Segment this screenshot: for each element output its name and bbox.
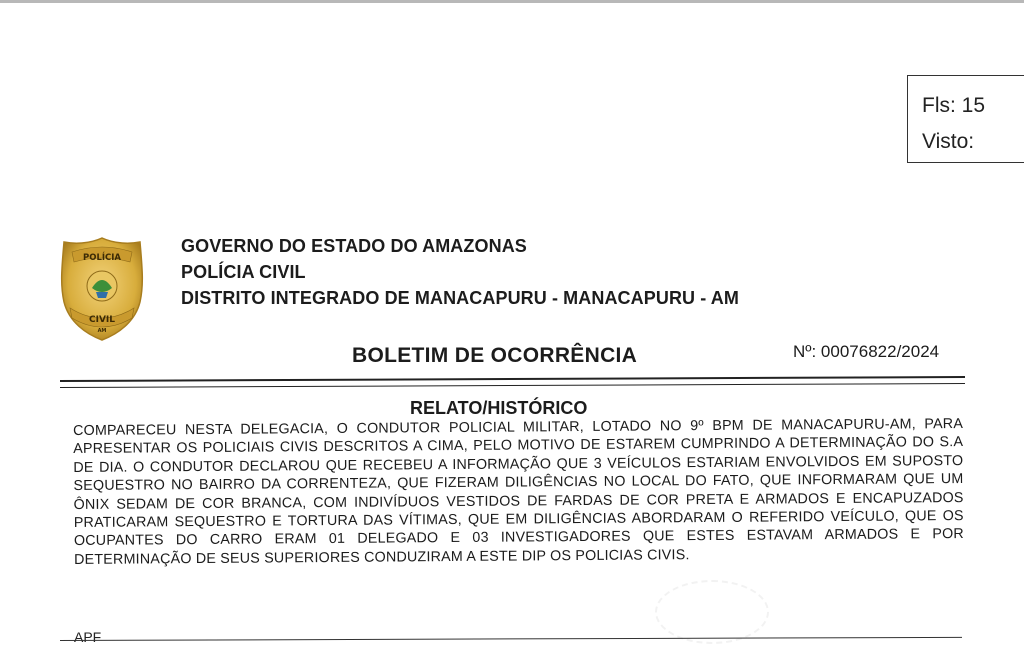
faint-stamp-mark bbox=[655, 580, 769, 644]
title-divider-secondary bbox=[60, 383, 965, 388]
occurrence-number: Nº: 00076822/2024 bbox=[793, 342, 940, 361]
footer-divider bbox=[60, 637, 962, 641]
footer-label: APF bbox=[74, 629, 102, 645]
section-title: RELATO/HISTÓRICO bbox=[410, 398, 588, 418]
letterhead-agency: POLÍCIA CIVIL bbox=[181, 262, 306, 282]
letterhead bbox=[181, 233, 739, 311]
title-divider bbox=[60, 376, 965, 382]
letterhead-district: DISTRITO INTEGRADO DE MANACAPURU - MANACAPURU - AM bbox=[181, 288, 739, 308]
badge-bottom-text: CIVIL bbox=[88, 315, 116, 325]
visto-label: Visto: bbox=[922, 130, 975, 153]
letterhead-government: GOVERNO DO ESTADO DO AMAZONAS bbox=[181, 236, 527, 256]
policia-civil-badge-icon bbox=[60, 236, 144, 342]
document-title: BOLETIM DE OCORRÊNCIA bbox=[352, 344, 638, 367]
page-stamp-box bbox=[907, 75, 1024, 163]
scan-top-edge bbox=[0, 0, 1024, 3]
report-body: COMPARECEU NESTA DELEGACIA, O CONDUTOR POLICIAL MILITAR, LOTADO NO 9º BPM DE MANACAPURU-AM, PARA APRESENTAR OS POLICIAIS CIVIS DESCRITOS A CIMA, PELO MOTIVO DE ESTAREM CUMPRINDO A DETERMINAÇÃO DO S.A DE DIA. O CONDUTOR DECLAROU QUE RECEBEU A INFORMAÇÃO QUE 3 VEÍCULOS ESTARIAM ENVOLVIDOS EM SUPOSTO SEQUESTRO NO BAIRRO DA CORRENTEZA, QUE FIZERAM DILIGÊNCIAS NO LOCAL DO FATO, QUE INFORMARAM QUE UM ÔNIX SEDAM DE COR BRANCA, COM INDIVÍDUOS VESTIDOS DE FARDAS DE COR PRETA E ARMADOS E ENCAPUZADOS PRATICARAM SEQUESTRO E TORTURA DAS VÍTIMAS, QUE EM DILIGÊNCIAS ABORDARAM O REFERIDO VEÍCULO, QUE OS OCUPANTES DO CARRO ERAM 01 DELEGADO E 03 INVESTIGADORES QUE ESTES ESTAVAM ARMADOS E POR DETERMINAÇÃO DE SEUS SUPERIORES CONDUZIRAM A ESTE DIP OS POLICIAS CIVIS. bbox=[73, 416, 964, 568]
fls-label: Fls: 15 bbox=[922, 94, 986, 117]
badge-state-text: AM bbox=[97, 328, 107, 334]
badge-top-text: POLÍCIA bbox=[82, 253, 122, 263]
